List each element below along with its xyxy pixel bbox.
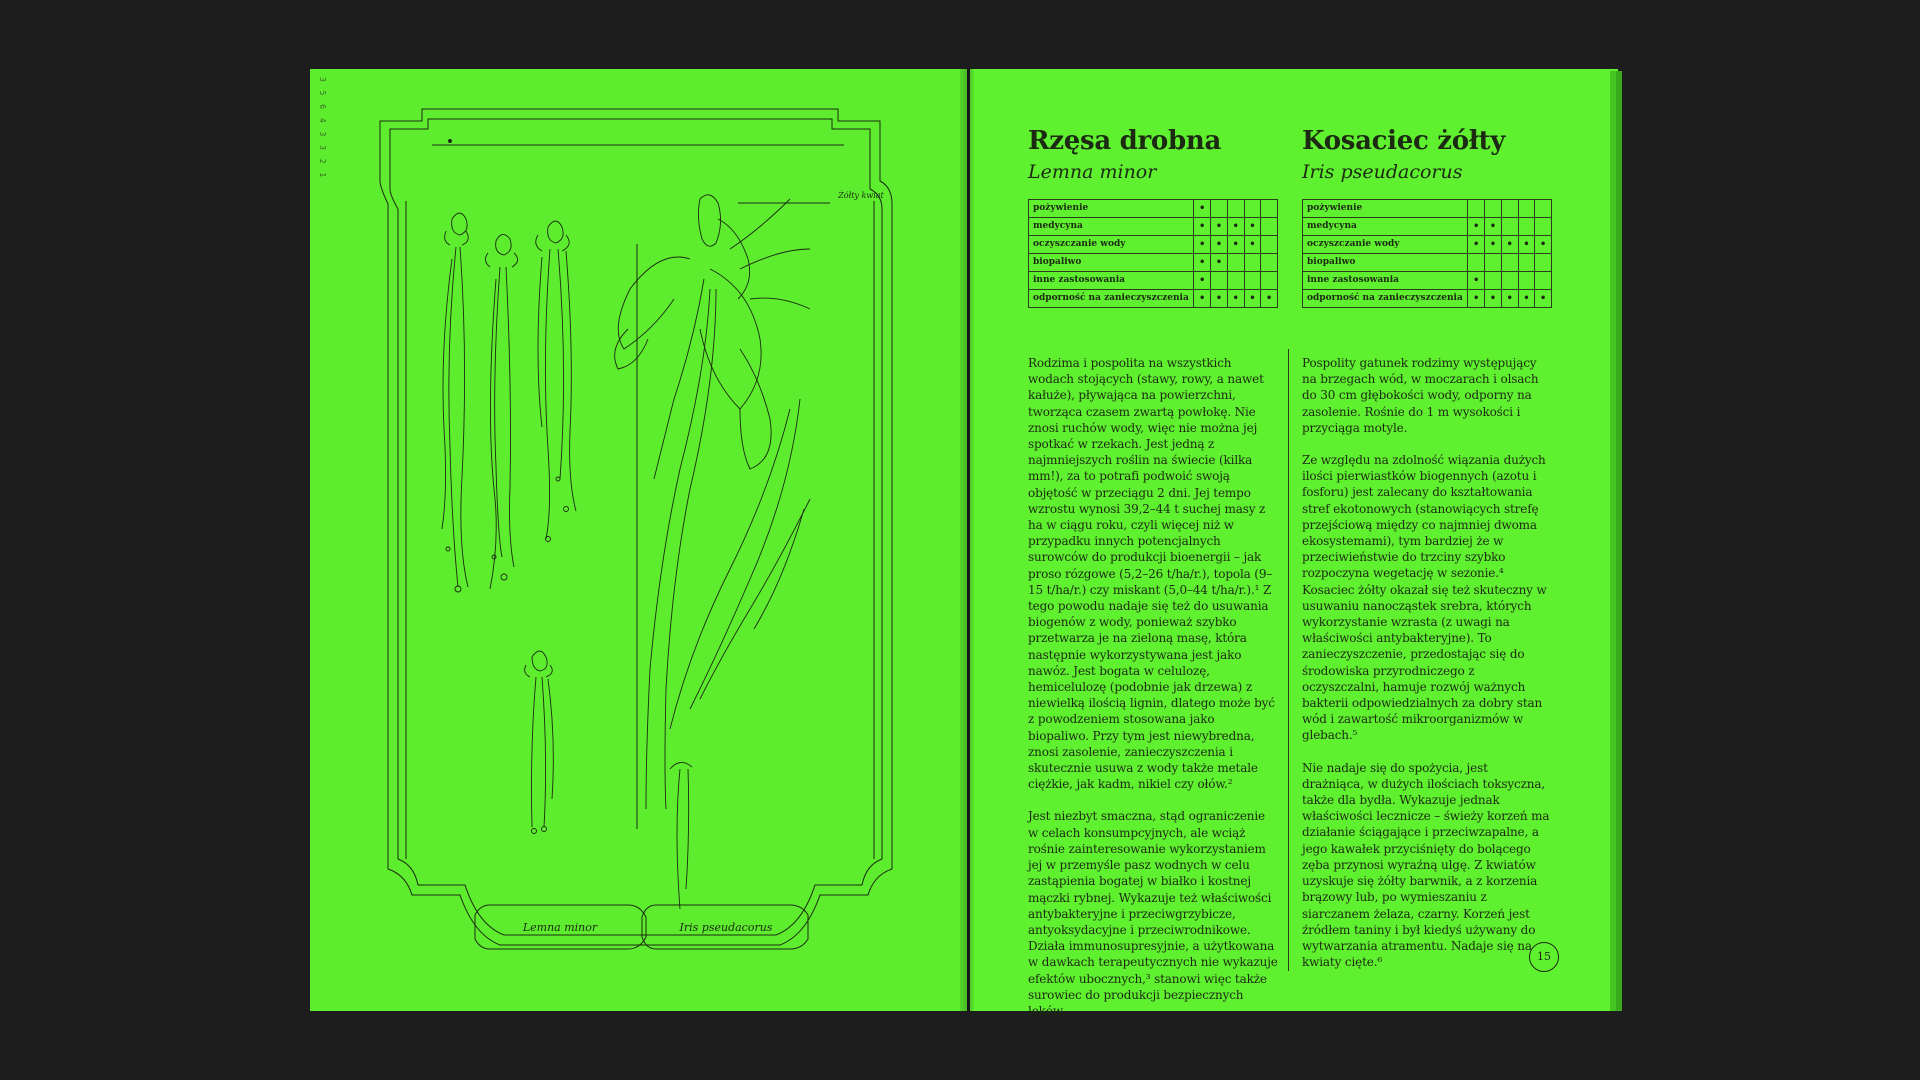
species-name: Rzęsa drobna xyxy=(1028,126,1221,156)
use-label: pożywienie xyxy=(1303,200,1468,218)
use-dot xyxy=(1501,272,1518,290)
table-row xyxy=(1303,218,1552,236)
table-row xyxy=(1303,290,1552,308)
use-dot xyxy=(1501,218,1518,236)
table-row xyxy=(1029,236,1278,254)
use-label: oczyszczanie wody xyxy=(1029,236,1194,254)
botanical-illustration xyxy=(310,69,967,1011)
use-dot: • xyxy=(1194,272,1211,290)
use-dot xyxy=(1468,200,1485,218)
iris-plant xyxy=(615,195,810,909)
gutter-shadow xyxy=(960,69,974,1011)
use-dot xyxy=(1535,218,1552,236)
use-dot: • xyxy=(1211,236,1228,254)
paragraph: Jest niezbyt smaczna, stąd ograniczenie w celach konsumpcyjnych, ale wciąż rośnie zainteresowanie wykorzystaniem jej w przemyśle pasz wodnych w celu zastąpienia bogatej w białko i kostnej mączki rybnej. Wykazuje też właściwości antybakteryjne i przeciwgrzybicze, antyoksydacyjne i przeciwrodnikowe. Działa immunosupresyjnie, a użytkowana w dawkach terapeutycznych nie wykazuje efektów ubocznych,³ stanowi więc także surowiec do produkcji bezpiecznych leków. xyxy=(1028,809,1278,1018)
use-dot: • xyxy=(1518,236,1535,254)
use-dot: • xyxy=(1244,290,1261,308)
caption-iris-pseudacorus: Iris pseudacorus xyxy=(679,921,773,934)
paragraph: Ze względu na zdolność wiązania dużych ilości pierwiastków biogennych (azotu i fosforu) jest zalecany do kształtowania stref ekotonowych (stanowiących strefę przejściową między co najmniej dwoma ekosystemami), tym bardziej że w przeciwieństwie do trzciny szybko rozpoczyna wegetację w sezonie.⁴ Kosaciec żółty okazał się też skuteczny w usuwaniu nanocząstek srebra, których wykorzystanie wzrasta (z uwagi na właściwości antybakteryjne). To zanieczyszczenie, przedostając się do środowiska przyrodniczego z oczyszczalni, hamuje rozwój ważnych bakterii odpowiedzialnych za dobry stan wód i zawartość mikroorganizmów w glebach.⁵ xyxy=(1302,453,1547,743)
use-label: odporność na zanieczyszczenia xyxy=(1303,290,1468,308)
use-dot xyxy=(1468,254,1485,272)
use-dot: • xyxy=(1211,290,1228,308)
table-row xyxy=(1029,272,1278,290)
use-dot xyxy=(1485,200,1502,218)
use-dot: • xyxy=(1485,236,1502,254)
use-dot: • xyxy=(1194,236,1211,254)
body-text-lemna xyxy=(1028,355,1278,1035)
use-dot xyxy=(1227,254,1244,272)
use-dot: • xyxy=(1468,272,1485,290)
use-dot xyxy=(1518,272,1535,290)
page-edge-dark xyxy=(1616,71,1622,1011)
use-dot xyxy=(1535,272,1552,290)
caption-lemna-minor: Lemna minor xyxy=(522,921,598,934)
species-latin: Lemna minor xyxy=(1028,161,1157,183)
use-dot: • xyxy=(1211,254,1228,272)
use-label: biopaliwo xyxy=(1029,254,1194,272)
use-label: biopaliwo xyxy=(1303,254,1468,272)
use-dot: • xyxy=(1468,236,1485,254)
use-dot: • xyxy=(1194,290,1211,308)
use-dot: • xyxy=(1244,218,1261,236)
use-dot xyxy=(1261,236,1278,254)
use-dot: • xyxy=(1227,290,1244,308)
paragraph: Nie nadaje się do spożycia, jest drażniąca, w dużych ilościach toksyczna, także dla bydła. Wykazuje jednak właściwości lecznicze – świeży korzeń ma działanie ściągające i przeciwzapalne, a jego kawałek przyciśnięty do bolącego zęba przynosi wyraźną ulgę. Z kwiatów uzyskuje się żółty barwnik, a z korzenia brązowy lub, po wymieszaniu z siarczanem żelaza, czarny. Korzeń jest źródłem taniny i był kiedyś używany do wytwarzania atramentu. Nadaje się na kwiaty cięte.⁶ xyxy=(1302,760,1550,970)
use-dot xyxy=(1261,200,1278,218)
use-dot: • xyxy=(1518,290,1535,308)
use-dot xyxy=(1485,254,1502,272)
use-label: odporność na zanieczyszczenia xyxy=(1029,290,1194,308)
use-dot xyxy=(1535,254,1552,272)
use-dot xyxy=(1501,254,1518,272)
use-dot xyxy=(1518,254,1535,272)
use-dot xyxy=(1227,200,1244,218)
use-label: oczyszczanie wody xyxy=(1303,236,1468,254)
use-dot xyxy=(1211,272,1228,290)
use-dot: • xyxy=(1468,218,1485,236)
use-label: pożywienie xyxy=(1029,200,1194,218)
use-dot: • xyxy=(1227,218,1244,236)
uses-table xyxy=(1028,199,1278,308)
use-dot: • xyxy=(1468,290,1485,308)
use-dot xyxy=(1244,254,1261,272)
use-dot xyxy=(1501,200,1518,218)
use-dot: • xyxy=(1501,236,1518,254)
paragraph: Rodzima i pospolita na wszystkich wodach stojących (stawy, rowy, a nawet kałuże), pływająca na powierzchni, tworząca czasem zwartą powłokę. Nie znosi ruchów wody, więc nie można jej spotkać w rzekach. Jest jedną z najmniejszych roślin na świecie (kilka mm!), za to potrafi podwoić swoją objętość w przeciągu 2 dni. Jej tempo wzrostu wynosi 39,2–44 t suchej masy z ha w ciągu roku, czyli więcej niż w przypadku innych potencjalnych surowców do produkcji bioenergii – jak proso rózgowe (5,2–26 t/ha/r.), topola (9–15 t/ha/r.) czy miskant (5,0–44 t/ha/r.).¹ Z tego powodu nadaje się też do usuwania biogenów z wody, ponieważ szybko przetwarza je na zieloną masę, która następnie wykorzystywana jest jako nawóz. Jest bogata w celulozę, hemicelulozę (podobnie jak drzewa) z niewielką ilością lignin, dlatego może być z powodzeniem stosowana jako biopaliwo. Przy tym jest niewybredna, znosi zasolenie, zanieczyszczenia i skutecznie usuwa z wody także metale ciężkie, jak kadm, nikiel czy ołów.² xyxy=(1028,356,1275,792)
table-row xyxy=(1303,254,1552,272)
paragraph: Pospolity gatunek rodzimy występujący na brzegach wód, w moczarach i olsach do 30 cm głębokości wody, odporny na zasolenie. Rośnie do 1 m wysokości i przyciąga motyle. xyxy=(1302,356,1539,435)
use-dot: • xyxy=(1535,290,1552,308)
use-dot xyxy=(1261,254,1278,272)
use-label: inne zastosowania xyxy=(1029,272,1194,290)
use-dot xyxy=(1518,218,1535,236)
flower-note: Żółty kwiat xyxy=(838,191,884,200)
species-latin: Iris pseudacorus xyxy=(1302,161,1463,183)
lemna-plants xyxy=(442,213,576,834)
use-dot xyxy=(1211,200,1228,218)
use-dot xyxy=(1261,272,1278,290)
corner-mark: 3 5 6 4 3 3 2 1 xyxy=(318,77,327,180)
book-spread xyxy=(310,69,1622,1018)
table-row xyxy=(1029,200,1278,218)
use-dot xyxy=(1244,200,1261,218)
table-row xyxy=(1029,218,1278,236)
use-dot: • xyxy=(1261,290,1278,308)
use-dot: • xyxy=(1194,200,1211,218)
left-page xyxy=(310,69,967,1011)
use-label: medycyna xyxy=(1303,218,1468,236)
table-row xyxy=(1029,290,1278,308)
use-dot: • xyxy=(1501,290,1518,308)
frame-inner xyxy=(390,119,882,935)
use-dot xyxy=(1227,272,1244,290)
use-dot: • xyxy=(1535,236,1552,254)
use-dot: • xyxy=(1485,218,1502,236)
species-header-iris xyxy=(1302,125,1552,308)
body-text-iris xyxy=(1302,355,1552,986)
use-dot: • xyxy=(1485,290,1502,308)
species-name: Kosaciec żółty xyxy=(1302,126,1506,156)
use-dot xyxy=(1518,200,1535,218)
page-number: 15 xyxy=(1529,942,1559,972)
use-dot: • xyxy=(1194,254,1211,272)
use-dot xyxy=(1535,200,1552,218)
use-dot xyxy=(1485,272,1502,290)
use-dot: • xyxy=(1244,236,1261,254)
use-dot: • xyxy=(1211,218,1228,236)
use-label: medycyna xyxy=(1029,218,1194,236)
table-row xyxy=(1303,272,1552,290)
use-label: inne zastosowania xyxy=(1303,272,1468,290)
column-divider xyxy=(1288,349,1289,971)
species-header-lemna xyxy=(1028,125,1278,308)
table-row xyxy=(1303,200,1552,218)
use-dot xyxy=(1261,218,1278,236)
use-dot: • xyxy=(1227,236,1244,254)
table-row xyxy=(1029,254,1278,272)
use-dot: • xyxy=(1194,218,1211,236)
table-row xyxy=(1303,236,1552,254)
use-dot xyxy=(1244,272,1261,290)
uses-table xyxy=(1302,199,1552,308)
